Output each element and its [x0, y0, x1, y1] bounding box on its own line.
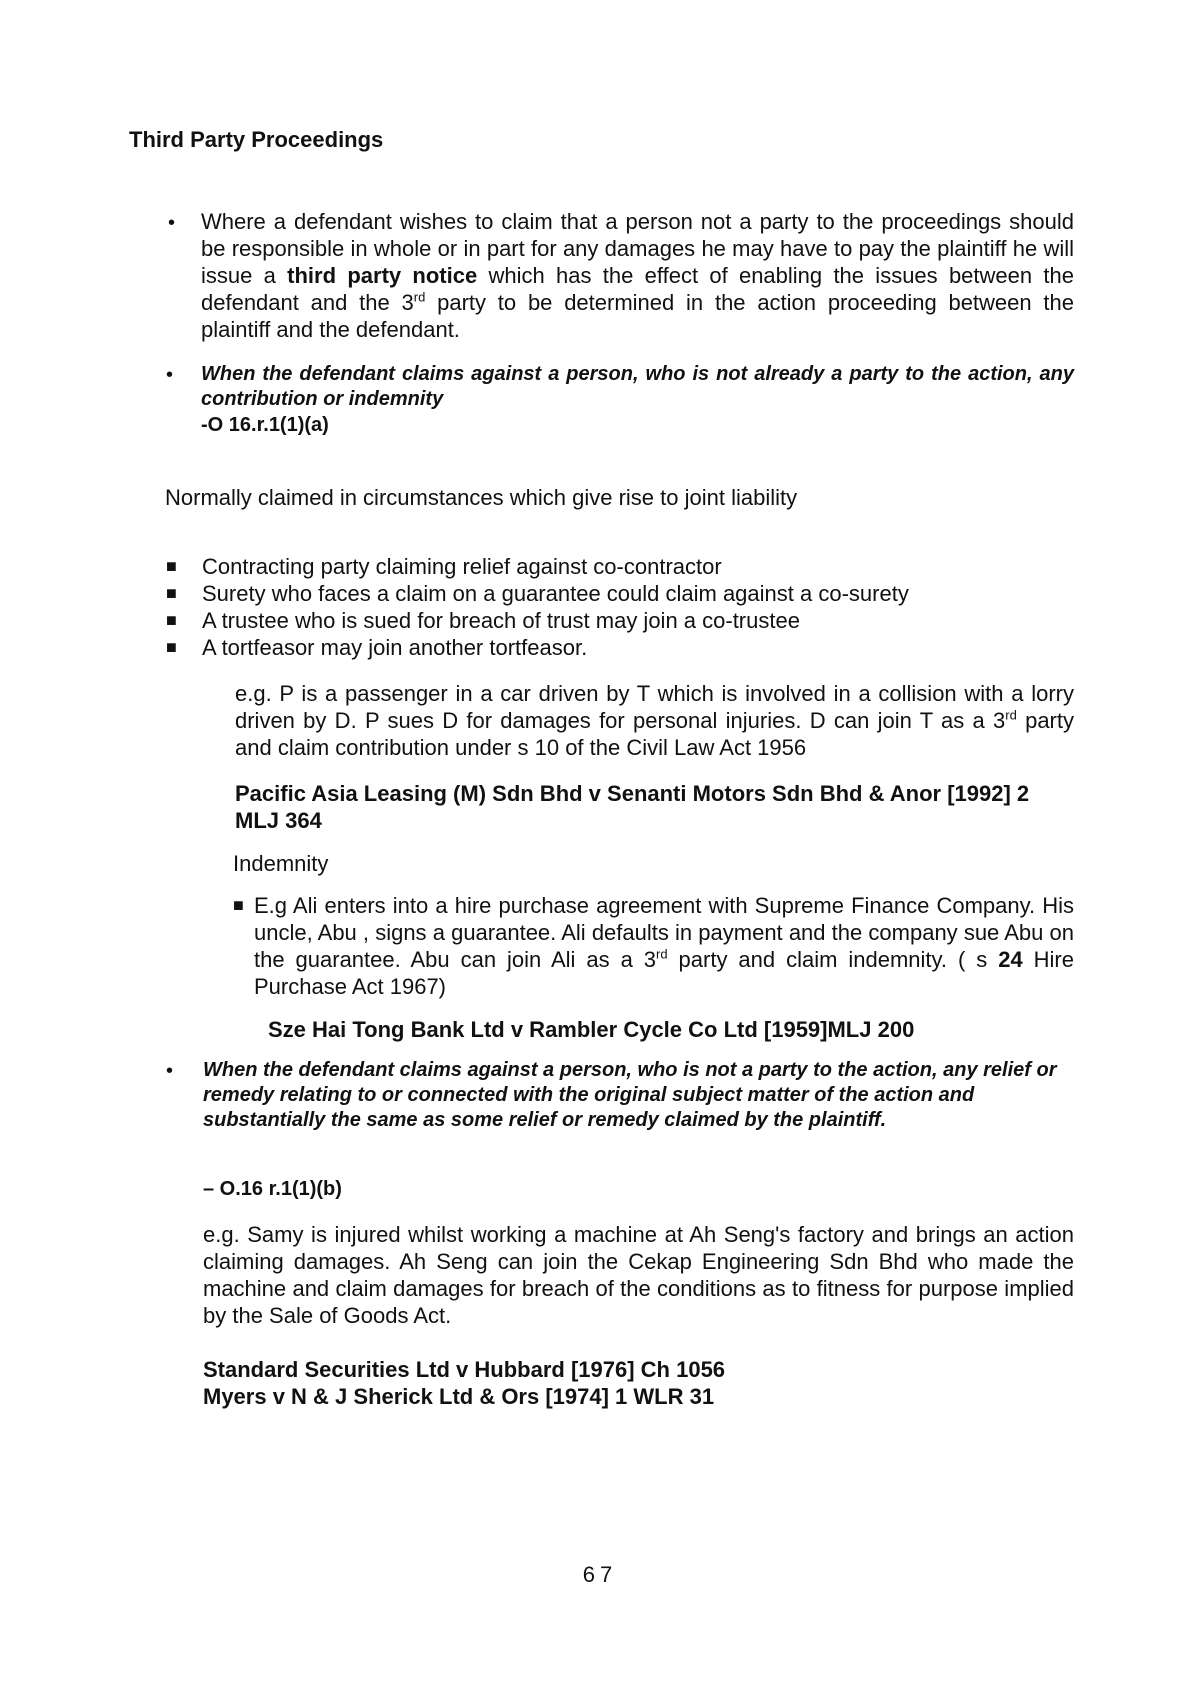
- superscript: rd: [656, 946, 668, 962]
- text-span: Hire Purchase Act 1967): [254, 947, 1074, 999]
- rule-reference: -O 16.r.1(1)(a): [201, 414, 329, 436]
- case-citation: Pacific Asia Leasing (M) Sdn Bhd v Senanti Motors Sdn Bhd & Anor [1992] 2 MLJ 364: [235, 781, 1030, 833]
- paragraph-contribution-indemnity: When the defendant claims against a person, who is not already a party to the action, any contribution or indemnity: [201, 363, 1074, 410]
- subheading-indemnity: Indemnity: [233, 851, 329, 876]
- text-span: party and claim indemnity. ( s: [667, 947, 999, 972]
- bold-term: third party notice: [287, 263, 478, 288]
- rule-reference: – O.16 r.1(1)(b): [203, 1178, 342, 1200]
- page-title: Third Party Proceedings: [129, 127, 384, 152]
- example-collision: [235, 680, 1074, 761]
- paragraph-joint-liability: Normally claimed in circumstances which give rise to joint liability: [165, 485, 798, 510]
- list-item-text: Surety who faces a claim on a guarantee could claim against a co-surety: [202, 581, 909, 606]
- text-span: party to be determined in the action proceeding between the plaintiff and the defendant.: [201, 290, 1075, 342]
- example-factory-machine: e.g. Samy is injured whilst working a machine at Ah Seng's factory and brings an action claiming damages. Ah Seng can join the Cekap Engineering Sdn Bhd who made the machine and claim damages for breach of the conditions as to fitness for purpose implied by the Sale of Goods Act.: [203, 1222, 1074, 1328]
- list-item: [166, 607, 1066, 634]
- bullet-marker: •: [166, 364, 174, 386]
- square-bullet-icon: ■: [166, 583, 177, 603]
- square-bullet-icon: ■: [233, 895, 244, 915]
- example-hire-purchase: [254, 892, 1074, 1000]
- text-span: e.g. P is a passenger in a car driven by T which is involved in a collision with a lorry driven by D. P sues D for damages for personal injuries. D can join T as a 3: [235, 681, 1074, 733]
- text-span: party and claim contribution under s 10 of the Civil Law Act 1956: [235, 708, 1074, 760]
- text-span: Where a defendant wishes to claim that a person not a party to the proceedings should be responsible in whole or in part for any damages he may have to pay the plaintiff he will issue a: [201, 209, 1074, 288]
- page-number: 67: [582, 1562, 618, 1587]
- case-citation: Myers v N & J Sherick Ltd & Ors [1974] 1 WLR 31: [203, 1384, 715, 1409]
- paragraph-relief-remedy: When the defendant claims against a person, who is not a party to the action, any relief or remedy relating to or connected with the original subject matter of the action and substantially the same as some relief or remedy claimed by the plaintiff.: [203, 1059, 1057, 1131]
- text-span: which has the effect of enabling the issues between the defendant and the 3: [201, 263, 1074, 315]
- list-item-text: Contracting party claiming relief against co-contractor: [202, 554, 722, 579]
- list-item-text: A trustee who is sued for breach of trust may join a co-trustee: [202, 608, 800, 633]
- square-bullet-icon: ■: [166, 610, 177, 630]
- joint-liability-list: [166, 553, 1066, 661]
- paragraph-third-party-notice: [201, 208, 1074, 343]
- list-item: [166, 580, 1066, 607]
- square-bullet-icon: ■: [166, 637, 177, 657]
- case-citation: Sze Hai Tong Bank Ltd v Rambler Cycle Co Ltd [1959]MLJ 200: [268, 1017, 915, 1042]
- list-item: [166, 634, 1066, 661]
- list-item-text: A tortfeasor may join another tortfeasor.: [202, 635, 588, 660]
- square-bullet-icon: ■: [166, 556, 177, 576]
- text-span: E.g Ali enters into a hire purchase agreement with Supreme Finance Company. His uncle, Abu , signs a guarantee. Ali defaults in payment and the company sue Abu on the guarantee. Abu can join Ali as a 3: [254, 893, 1074, 972]
- superscript: rd: [1005, 707, 1017, 723]
- bullet-marker: •: [168, 212, 176, 234]
- bullet-marker: •: [166, 1060, 174, 1082]
- superscript: rd: [413, 289, 426, 305]
- case-citation: Standard Securities Ltd v Hubbard [1976] Ch 1056: [203, 1357, 726, 1382]
- bold-section-number: 24: [998, 947, 1023, 972]
- list-item: [166, 553, 1066, 580]
